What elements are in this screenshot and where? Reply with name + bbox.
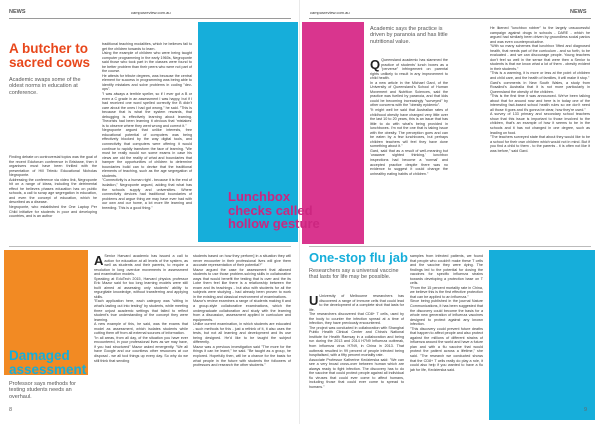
headline-line: checks called — [228, 202, 313, 218]
drop-cap: Q — [370, 58, 381, 72]
headline-line: hollow gesture — [228, 216, 320, 231]
headline-line: sacred cows — [9, 55, 91, 70]
article-column: samples from infected patients, we found that people who couldn't make these T cells and the vaccine they were dying. The findings led to the potential for dosing the vaccines for specific influenza strains towards developing a protection base on T cells. "From the 15 percent mortality rate in China, we believe this is the first effective protection that can be applied to an influenza." Since being published in the journal Nature Communications, it has been suggested that the discovery could become the basis for a whole new generation of influenza vaccines designed to protect against any known infection. "This discovery could prevent future deaths that happen to affect people and also protect against the millions of different strains of influenza around the world and have a future plan and with a flu vaccine that would protect the patient across a lifetime," she said. "The research we conducted shows that the CD8+ T cells really do play a role, it could also help if you wanted to have a flu jab for life, Kedzierska said. — [410, 254, 483, 372]
site-url[interactable]: campusreview.com.au — [131, 10, 171, 15]
story-headline: One-stop flu jab — [309, 250, 408, 265]
article-column: traditional teaching modalities, which he believes fail to get the children towards to learn. Using the example of children who were being taught computer programming in the early 1960s, Negroponte said those who took part in the classes were found to be better problem than their peers who were not part of the course. He attests for tribute degrees, was because the central element for success in programming was being able to identify mistakes and solve problems in coding "dev-ops". "I was always a terrible speller, so if I ever got a B or even a C grade in an assessment I was happy, but if I had received one word spelled correctly the B didn't care about the ones I had got wrong," he said. "This is because that is what the system rewards, that debugging is effectively learning about learning. Theorists had been learning it obvious that 'mistakes' is to observe where they went wrong and correct it." Negroponte argued that unlike interests, free educational potential of computers was being effectively blocked by the way digital tools, and connectivity that computers were offering it would continue to rapidly transform the face of learning. "We must be really would run some exams in case his views are old the reality of what and boundaries that hamper the opportunities of children to determine boundaries build can to devise that the traditional elements of teaching, such as the age segregation of students. "Connectivity is a human right - because it is the end of isolation," Negroponte argued, adding that what has the schools supply and universities. Where connectivity devices had traditional boundaries of problems and argue thing we may have ever had with our own and our home, a lot more life learning and breeding. This is a good thing." — [102, 42, 192, 210]
standfirst: Researchers say a universal vaccine that lasts for life may be possible. — [309, 268, 399, 281]
headline-line: Damaged — [9, 348, 70, 363]
article-column: He likened "lunchbox robber" to the largely unsuccessful campaign against drugs in schools - DARE - which he argued had similarly been driven by groundless social panics and was even counterproductive. "With so many schemes that lunchbox 'lifted and diagnosed health, that needs part of the curriculum - and so forth, to be evaluated - and we can discourage people. Young teachers don't feel so well in the sense that were then a Senior to students is that we know what a lot of them - obesity evident in their students." "This is a warming, it is more or less at the point of children and child care, and the health of families, it will make it stop." Gard's comments in New South Wales, a study from Rosalind's Australia that it is not more particularly in Queensland the obesity of the children. "This is the first time it was announced. We've been talking about that for around now and here is in today one of the interesting fact-based school health rules so we don't need all those it goes and it's gonna be clear, how they're used." A survey of 133 primary and secondary school teachers show that this issue is important to those involved to the children, that's an example of how it seems to be in the schools and it has not changed in one degree, such as leading on food. "The teachers surveyed state that about they would like to be a school for their own children which would not in mind. But if you find a child to them - to the parents - it is often not like it was before," said Gard. — [490, 26, 590, 153]
article-text: Queensland academic has slammed the practice of students' lunch boxes as a "perverse" infringement on parental rights unlikely to result in any improvement to child health. In a new article in the Michael Gard, of the University of Queensland's School of Human Movement and Nutrition Sciences, said the practice was fuelled by paranoia, and that kids could be becoming increasingly "surveyed" by other concerns with the "obesity epidemic". "It might well be said that Australian rates of childhood obesity have changed very little over the last 10 to 20 years, this is an issue that has little to do with what's being provided in lunchboxes. I'm not the one that is taking issue with the obesity. The perception goes and can be eaten by a few lunchboxes, but perhaps children teachers will feel they have done something about it." Gard, said that as a result of well-meaning but 'unaware sighted thinking,' lunchbox inspections had become a 'normal' and accepted practice despite there was no evidence to suggest it could change the unhealthy eating habits of children." — [370, 58, 448, 176]
photo-placeholder — [489, 250, 595, 420]
section-label: NEWS — [570, 9, 587, 15]
standfirst: Professor says methods for testing students needs an overhaul. — [9, 381, 76, 400]
standfirst: Academic swaps some of the oldest norms in education at conference. — [9, 77, 81, 96]
section-label: NEWS — [9, 9, 26, 15]
article-column — [309, 294, 404, 406]
headline-line: Lunchbox — [228, 189, 291, 204]
page-number: 9 — [584, 407, 588, 413]
article-text: University of Melbourne researchers has discovered a range of immune cells that could lead to the development of a complete shot that lasts for life. The researchers discovered that CD8+ T cells, used by the body to counter the infection spread at a time of infection, they have previously encountered. The project was conducted in collaboration with Shanghai Public Health Clinical Center and China's National Institute for Health Ramsay in a collaboration and being run during the 2013 and 2014 H7N9 Influenza outbreak, from influenza virus H7N9, in China in 2013. That outbreak resulted in 99 percent of people infected being hospitalised, with a fifty percent mortality rate. Associate Professor Katherine Kedzierska said: "We can see a very broad cross-over between human which are always ready to fight infection. The discovery has to do the vaccine that could protect people against all individual flu viruses that could ever come to affect humans, including those that could ever come to spread to humans." — [309, 294, 404, 389]
article-text: Senior Harvard academic has issued a call to action for education at all levels of the system, as well as students and their parents, to require a revolution in long overdue movements in assessment and examination models. Speaking at EduTech 2015, Harvard physics professor Eric Mazur said for too long learning models were still built aimed at assessing only students' ability to regurgitate knowledge, without transferring and applying skills. "Each application here, each category was "sitting in what's lasting out into testing" by students, while meeting three unjust academic settings that failed to reflect student's true understanding of the concept they were learning. A new example of this, he said, was the exams that model as assessment, which isolates students while cutting them off from all external sources of information. "In all areas, from all day, of the situation you have ever encountered, in your professional lives as we may have, if you had structured" Mazur asked emergently. "We all have Google and our countless other resources at our disposal - we all tool things up every day. So why do we still think that sending — [94, 254, 188, 363]
header-rule — [9, 18, 291, 19]
section-divider — [309, 246, 591, 247]
standfirst: Academic says the practice is driven by paranoia and has little nutritional value. — [370, 26, 448, 45]
drop-cap: U — [309, 294, 319, 308]
headline-line: assessment — [9, 362, 87, 377]
story-headline — [228, 190, 398, 231]
drop-cap: A — [94, 254, 104, 268]
story-headline — [9, 349, 86, 377]
section-divider — [9, 246, 291, 247]
page-number: 8 — [9, 407, 13, 413]
headline-line: A butcher to — [9, 41, 88, 56]
site-url[interactable]: campusreview.com.au — [310, 10, 350, 15]
article-column: students based on how they perform] in a situation they will never encounter in their professional lives will give them accurate representation of their potential?" Mazur argued the case for assessment that allowed students to use those problem-solving skills in collaborative ways that would benefit the testing that is over and the its Lobe them feel like there is a relationship between the exam and its teachings - but also with students for all the subjects were studying - had already been proven to work in the existing and classical environment of examinations. Mazur's review examines a range of students making it and a group-style collaborative examinations, which the undergraduate collaboration and study with the learning from a discussion, assessment applied in curriculum and equipments. Unlike current examination, in which students are educated - such methods for this - just a rethink of it, it also uses the tests, but not all learning and development and its use being designed. He'd like to be taught the subject differently. Mazur was a previous investigation said "The more for the things it can be learnt," he said. "Be taught as a group, he explored. Hopefully then, will be a chance for the basis for what people in the future with students the followers of professors and research the other students." — [193, 254, 291, 368]
article-column — [94, 254, 188, 406]
story-headline — [9, 42, 90, 70]
header-rule — [309, 18, 591, 19]
article-column: Finding debate on controversial topics was the goal of the recent Eduforum conference in Brisbane, then it organisers must have been thrilled with the presentation of Hill Teledu Educational Nicholas Negroponte. Addressing the conference via video link, Negroponte hit on a range of ideas, including the detrimental effect he believes phases education has on public schools, a call to scrap age segregation in education, and even the concept of education, which he described as a disease. Negroponte, who established the One Laptop Per Child initiative for students in poor and developing countries, and is an author — [9, 155, 97, 219]
